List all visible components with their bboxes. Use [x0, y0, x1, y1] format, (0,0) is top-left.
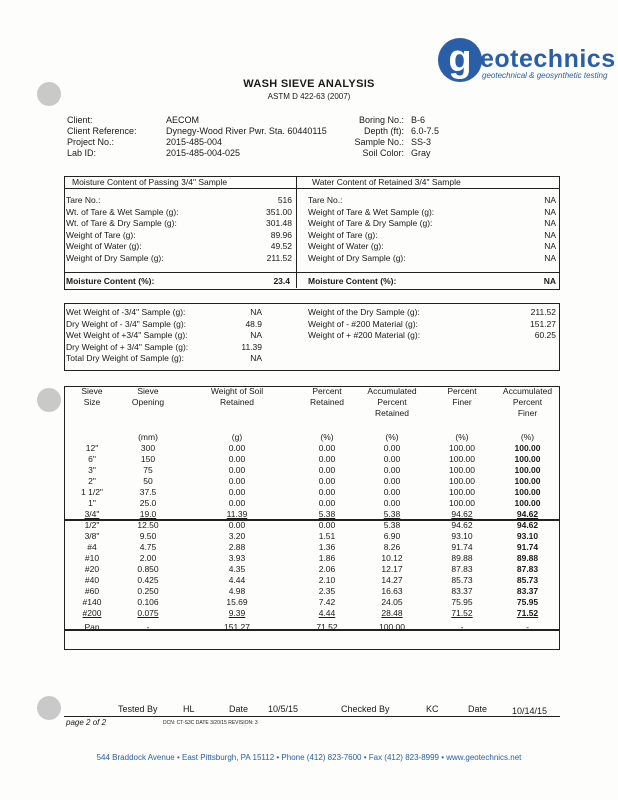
- table-cell: 6": [88, 454, 96, 464]
- moisture-right-label: Tare No.:: [308, 195, 343, 205]
- table-row: [66, 553, 557, 564]
- table-cell: 100.00: [449, 443, 475, 453]
- table-cell: 15.69: [226, 597, 248, 607]
- weights-right-row: [308, 307, 556, 318]
- table-cell: 91.74: [451, 542, 473, 552]
- moisture-right-row: [308, 230, 556, 241]
- table-cell: 0.00: [383, 487, 401, 497]
- table-cell: 3/4": [84, 509, 100, 519]
- table-row: [66, 542, 557, 553]
- sample-value: SS-3: [411, 137, 432, 147]
- sample-label: Sample No.:: [354, 137, 404, 147]
- moisture-right-row: [308, 253, 556, 264]
- date-value: 10/5/15: [268, 704, 299, 714]
- depth-label: Depth (ft):: [363, 126, 404, 136]
- checked-by-label: Checked By: [341, 704, 390, 714]
- table-row: [66, 564, 557, 575]
- moisture-left-value: 516: [277, 195, 292, 205]
- table-cell: 37.5: [139, 487, 157, 497]
- table-cell: -: [460, 622, 464, 632]
- info-labels: [67, 115, 137, 159]
- table-cell: 100.00: [514, 465, 541, 475]
- table-row: [66, 619, 557, 633]
- col-header-weight: [178, 386, 296, 432]
- moisture-right-header: Water Content of Retained 3/4" Sample: [312, 177, 461, 187]
- table-cell: 5.38: [318, 509, 336, 519]
- table-cell: -: [146, 622, 150, 632]
- table-cell: 100.00: [514, 487, 541, 497]
- client-label: Client:: [67, 115, 93, 125]
- col-header-pct-finer: [426, 386, 498, 432]
- table-row: [66, 465, 557, 476]
- col-header-opening: [118, 386, 178, 432]
- table-cell: #140: [82, 597, 102, 607]
- table-cell: 3/8": [84, 531, 100, 541]
- table-cell: 83.37: [451, 586, 473, 596]
- table-cell: 71.52: [316, 622, 338, 632]
- moisture-right-label: Weight of Tare & Dry Sample (g):: [308, 218, 433, 229]
- weights-left-row: [66, 353, 262, 364]
- weights-right-row: [308, 330, 556, 341]
- col-header-acc-finer-text: Accumulated Percent Finer: [502, 386, 553, 418]
- weights-left-label: Total Dry Weight of Sample (g):: [66, 353, 184, 364]
- divider: [296, 176, 297, 288]
- weights-left-label: Dry Weight of + 3/4" Sample (g):: [66, 341, 189, 352]
- moisture-left-value: 89.96: [270, 229, 292, 240]
- table-cell: 0.00: [318, 498, 336, 508]
- table-row: [66, 476, 557, 487]
- unit-cell: [66, 432, 118, 443]
- table-cell: 100.00: [514, 454, 541, 464]
- table-cell: 71.52: [451, 608, 473, 618]
- moisture-left-row: [66, 195, 292, 206]
- table-cell: 1.36: [318, 542, 336, 552]
- sieve-table: [66, 386, 557, 633]
- table-cell: 100.00: [449, 476, 475, 486]
- weights-left-value: 11.39: [241, 341, 262, 352]
- document-code: DCN: CT-S3C DATE 3/20/15 REVISION: 3: [163, 720, 258, 726]
- table-cell: 1.51: [318, 531, 336, 541]
- moisture-left-label: Weight of Water (g):: [66, 241, 142, 252]
- table-cell: 16.63: [381, 586, 403, 596]
- table-cell: 2": [88, 476, 96, 486]
- table-cell: #60: [84, 586, 100, 596]
- moisture-right-label: Weight of Water (g):: [308, 241, 384, 252]
- date-label: Date: [229, 704, 249, 714]
- checked-by-value: KC: [426, 704, 439, 714]
- boring-value: B-6: [411, 115, 426, 125]
- moisture-left-label: Weight of Tare (g):: [66, 229, 136, 240]
- moisture-right-value: NA: [544, 195, 556, 205]
- table-cell: 150: [140, 454, 156, 464]
- signoff-line: [64, 716, 560, 717]
- water-content-value: NA: [543, 276, 556, 286]
- logo-icon: g: [438, 38, 482, 82]
- table-cell: 94.62: [516, 520, 539, 530]
- table-cell: 0.00: [228, 465, 246, 475]
- weights-left-row: [66, 330, 262, 341]
- table-cell: 1/2": [84, 520, 100, 530]
- col-header-pct-retained-text: Percent Retained: [309, 386, 345, 407]
- table-cell: 100.00: [514, 443, 541, 453]
- moisture-right-row: [308, 241, 556, 252]
- table-cell: 0.00: [228, 443, 246, 453]
- moisture-left-row: [66, 218, 292, 229]
- table-cell: 0.00: [383, 498, 401, 508]
- moisture-left-value: 351.00: [266, 206, 292, 217]
- table-cell: 10.12: [381, 553, 403, 563]
- weights-left-value: 48.9: [245, 318, 262, 329]
- table-cell: 93.10: [451, 531, 473, 541]
- table-row: [66, 520, 557, 531]
- footer-address: 544 Braddock Avenue • East Pittsburgh, PA 15112 • Phone (412) 823-7600 • Fax (412) 823-8999 • www.geotechnics.net: [96, 753, 522, 762]
- table-row: [66, 586, 557, 597]
- unit-cell: (mm): [138, 432, 158, 442]
- tested-by-value: HL: [183, 704, 195, 714]
- table-cell: 1 1/2": [81, 487, 103, 497]
- logo-tagline: geotechnical & geosynthetic testing: [482, 71, 608, 80]
- table-row: [66, 498, 557, 509]
- moisture-right-value: NA: [544, 206, 556, 217]
- moisture-left-label: Wt. of Tare & Dry Sample (g):: [66, 218, 177, 229]
- table-cell: 12.17: [381, 564, 403, 574]
- table-cell: #20: [84, 564, 100, 574]
- moisture-right-label: Weight of Dry Sample (g):: [308, 253, 406, 263]
- table-cell: 100.00: [449, 487, 475, 497]
- table-cell: 8.26: [383, 542, 401, 552]
- date2-label: Date: [468, 704, 488, 714]
- col-header-acc-retained-text: Accumulated Percent Retained: [367, 386, 417, 418]
- logo-wordmark: eotechnics: [480, 45, 616, 73]
- weights-left-label: Wet Weight of +3/4" Sample (g):: [66, 330, 188, 341]
- table-cell: 93.10: [516, 531, 539, 541]
- moisture-left-label: Tare No.:: [66, 195, 101, 205]
- table-cell: 1.86: [318, 553, 336, 563]
- table-cell: 0.00: [383, 465, 401, 475]
- table-cell: 151.27: [224, 622, 250, 632]
- info-labels-right: [330, 115, 404, 159]
- depth-value: 6.0-7.5: [411, 126, 440, 136]
- moisture-right-row: [308, 195, 556, 206]
- table-cell: 100.00: [449, 498, 475, 508]
- table-cell: 11.39: [226, 509, 248, 519]
- table-cell: 12": [85, 443, 99, 453]
- table-cell: 100.00: [449, 465, 475, 475]
- table-cell: 9.50: [139, 531, 157, 541]
- table-cell: 75.95: [451, 597, 473, 607]
- table-cell: #40: [84, 575, 100, 585]
- weights-left-value: NA: [250, 307, 262, 317]
- table-cell: 94.62: [516, 509, 539, 519]
- moisture-left-label: Weight of Dry Sample (g):: [66, 253, 164, 263]
- table-cell: 0.00: [228, 487, 246, 497]
- table-cell: 300: [140, 443, 156, 453]
- weights-left-label: Wet Weight of -3/4" Sample (g):: [66, 307, 186, 317]
- punch-hole: [37, 388, 61, 412]
- color-value: Gray: [411, 148, 431, 158]
- table-cell: 2.88: [228, 542, 246, 552]
- unit-cell: (%): [520, 432, 535, 442]
- table-cell: 0.075: [137, 608, 159, 618]
- weights-right-value: 151.27: [530, 318, 556, 329]
- weights-left-row: [66, 342, 262, 353]
- table-row: [66, 454, 557, 465]
- lab-label: Lab ID:: [67, 148, 97, 158]
- reference-value: Dynegy-Wood River Pwr. Sta. 60440115: [166, 126, 327, 136]
- table-cell: 3.93: [228, 553, 246, 563]
- table-cell: 2.10: [318, 575, 336, 585]
- moisture-right-row: [308, 207, 556, 218]
- table-cell: #200: [82, 608, 102, 618]
- table-row: [66, 597, 557, 608]
- table-cell: 87.83: [451, 564, 473, 574]
- weights-left-row: [66, 307, 262, 318]
- moisture-right-value: NA: [544, 229, 556, 240]
- table-row: [66, 509, 557, 520]
- units-row: [66, 432, 557, 443]
- table-cell: 0.00: [318, 454, 336, 464]
- table-cell: Pan: [84, 622, 100, 632]
- col-header-pct-retained: [296, 386, 358, 432]
- weights-right-label: Weight of + #200 Material (g):: [308, 330, 421, 341]
- reference-label: Client Reference:: [67, 126, 137, 136]
- moisture-left-value: 301.48: [266, 218, 292, 229]
- table-cell: 94.62: [451, 509, 473, 519]
- table-cell: 12.50: [137, 520, 159, 530]
- col-header-opening-text: Sieve Opening: [131, 386, 165, 407]
- table-cell: 0.850: [137, 564, 159, 574]
- table-cell: 0.00: [383, 476, 401, 486]
- moisture-left-label: Wt. of Tare & Wet Sample (g):: [66, 206, 179, 217]
- weights-right-value: 211.52: [530, 307, 556, 317]
- boring-label: Boring No.:: [358, 115, 404, 125]
- col-header-size: [66, 386, 118, 432]
- color-label: Soil Color:: [362, 148, 404, 158]
- col-header-pct-finer-text: Percent Finer: [447, 386, 477, 407]
- unit-cell: (g): [231, 432, 243, 442]
- lab-value: 2015-485-004-025: [166, 148, 241, 158]
- table-cell: 3": [88, 465, 96, 475]
- table-cell: 2.35: [318, 586, 336, 596]
- table-cell: 9.39: [228, 608, 246, 618]
- weights-right-label: Weight of the Dry Sample (g):: [308, 307, 420, 317]
- moisture-left-row: [66, 241, 292, 252]
- table-cell: 0.250: [137, 586, 159, 596]
- moisture-left-row: [66, 253, 292, 264]
- weights-left-label: Dry Weight of - 3/4" Sample (g):: [66, 318, 187, 329]
- moisture-content-value: 23.4: [273, 276, 290, 286]
- table-row: [66, 443, 557, 454]
- client-value: AECOM: [166, 115, 200, 125]
- table-cell: 89.88: [451, 553, 473, 563]
- table-cell: 85.73: [516, 575, 539, 585]
- table-row: [66, 487, 557, 498]
- table-cell: 7.42: [318, 597, 336, 607]
- date2-value: 10/14/15: [512, 706, 548, 716]
- divider: [64, 272, 560, 273]
- table-cell: 0.00: [318, 465, 336, 475]
- table-cell: #4: [87, 542, 97, 552]
- moisture-right-value: NA: [544, 241, 556, 252]
- table-cell: 100.00: [514, 476, 541, 486]
- table-cell: 5.38: [383, 509, 401, 519]
- col-header-size-text: Sieve Size: [81, 386, 103, 407]
- table-cell: 4.35: [228, 564, 246, 574]
- table-cell: 100.00: [449, 454, 475, 464]
- weights-right-label: Weight of - #200 Material (g):: [308, 318, 418, 329]
- table-cell: 4.44: [318, 608, 336, 618]
- tested-by-label: Tested By: [118, 704, 158, 714]
- punch-hole: [37, 696, 61, 720]
- table-cell: 4.75: [139, 542, 157, 552]
- col-header-acc-retained: [358, 386, 426, 432]
- table-cell: 0.00: [228, 454, 246, 464]
- moisture-left-header: Moisture Content of Passing 3/4" Sample: [72, 177, 228, 187]
- table-cell: 0.106: [137, 597, 159, 607]
- project-label: Project No.:: [67, 137, 115, 147]
- table-cell: 0.00: [383, 443, 401, 453]
- table-cell: 91.74: [516, 542, 539, 552]
- table-row: [66, 575, 557, 586]
- table-cell: 87.83: [516, 564, 539, 574]
- table-cell: 83.37: [516, 586, 539, 596]
- moisture-right-label: Weight of Tare (g):: [308, 229, 378, 240]
- table-cell: 6.90: [383, 531, 401, 541]
- moisture-right-value: NA: [544, 253, 556, 263]
- table-cell: 0.00: [383, 454, 401, 464]
- col-header-weight-text: Weight of Soil Retained: [210, 386, 264, 407]
- table-cell: 3.20: [228, 531, 246, 541]
- table-cell: 0.00: [228, 498, 246, 508]
- moisture-right-label: Weight of Tare & Wet Sample (g):: [308, 206, 435, 217]
- divider: [64, 188, 560, 189]
- weights-right-value: 60.25: [534, 330, 556, 341]
- moisture-left-value: 49.52: [270, 241, 292, 252]
- table-cell: 71.52: [516, 608, 539, 618]
- unit-cell: (%): [385, 432, 399, 442]
- table-cell: 24.05: [381, 597, 403, 607]
- table-cell: 0.00: [318, 520, 336, 530]
- page-title: WASH SIEVE ANALYSIS: [243, 78, 375, 90]
- table-cell: 2.00: [139, 553, 157, 563]
- table-cell: 0.00: [318, 443, 336, 453]
- table-cell: #10: [84, 553, 100, 563]
- weights-left-value: NA: [250, 330, 262, 341]
- table-cell: 1": [88, 498, 96, 508]
- table-cell: 100.00: [379, 622, 405, 632]
- table-cell: 85.73: [451, 575, 473, 585]
- moisture-content-label: Moisture Content (%):: [66, 276, 155, 286]
- moisture-left-row: [66, 207, 292, 218]
- table-cell: 0.00: [228, 520, 246, 530]
- table-cell: 14.27: [381, 575, 403, 585]
- table-row: [66, 608, 557, 619]
- weights-left-row: [66, 319, 262, 330]
- table-cell: 50: [143, 476, 153, 486]
- col-header-acc-finer: [498, 386, 557, 432]
- table-cell: 5.38: [383, 520, 401, 530]
- table-cell: 0.00: [318, 487, 336, 497]
- table-cell: 28.48: [381, 608, 403, 618]
- page-number: page 2 of 2: [66, 718, 107, 727]
- info-values-right: [411, 115, 439, 159]
- table-cell: -: [526, 622, 529, 632]
- table-cell: 94.62: [451, 520, 473, 530]
- table-cell: 75: [143, 465, 153, 475]
- project-value: 2015-485-004: [166, 137, 223, 147]
- table-cell: 25.0: [139, 498, 157, 508]
- weights-left-value: NA: [250, 353, 262, 364]
- table-cell: 0.00: [228, 476, 246, 486]
- table-row: [66, 531, 557, 542]
- info-values: [166, 115, 327, 159]
- table-cell: 0.00: [318, 476, 336, 486]
- unit-cell: (%): [320, 432, 334, 442]
- table-cell: 19.0: [139, 509, 157, 519]
- table-cell: 4.98: [228, 586, 246, 596]
- moisture-left-value: 211.52: [266, 253, 292, 263]
- table-cell: 2.06: [318, 564, 336, 574]
- table-cell: 0.425: [137, 575, 159, 585]
- water-content-label: Moisture Content (%):: [308, 276, 397, 286]
- table-cell: 100.00: [514, 498, 541, 508]
- page-subtitle: ASTM D 422-63 (2007): [267, 92, 351, 101]
- moisture-right-row: [308, 218, 556, 229]
- table-cell: 4.44: [228, 575, 246, 585]
- weights-right-row: [308, 319, 556, 330]
- unit-cell: (%): [455, 432, 469, 442]
- moisture-right-value: NA: [544, 218, 556, 229]
- moisture-left-row: [66, 230, 292, 241]
- sieve-body: [66, 443, 557, 633]
- table-cell: 89.88: [516, 553, 539, 563]
- table-cell: 75.95: [516, 597, 539, 607]
